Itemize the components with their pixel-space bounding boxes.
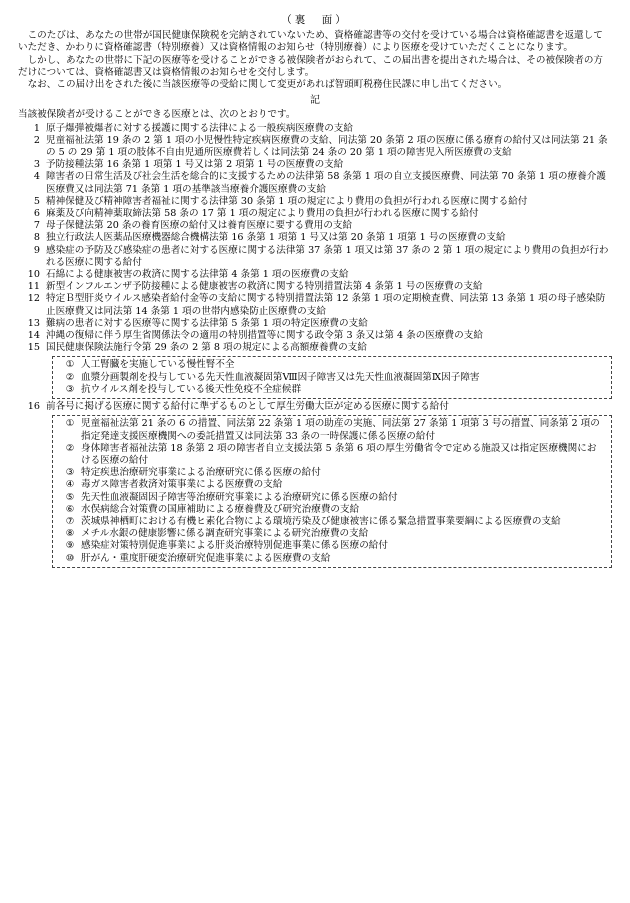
sub-item [59, 516, 605, 528]
item-text: 麻薬及び向精神薬取締法第 58 条の 17 第 1 項の規定により費用の負担が行われる医療に関する給付 [46, 208, 479, 220]
document-page [18, 0, 612, 880]
item-16-subbox [52, 415, 612, 567]
list-item-16 [18, 401, 612, 413]
sub-item-text: 人工腎臓を実施している慢性腎不全 [81, 359, 235, 371]
sub-item [59, 492, 605, 504]
sub-item [59, 443, 605, 467]
item-number: 16 [27, 401, 40, 413]
sub-item-text: 毒ガス障害者救済対策事業による医療費の支給 [81, 479, 283, 491]
item-text: 前各号に掲げる医療に関する給付に準ずるものとして厚生労働大臣が定める医療に関する給付 [46, 401, 449, 413]
list-item [18, 293, 612, 317]
sub-item [59, 467, 605, 479]
item-number: 5 [33, 195, 40, 207]
ki-heading: 記 [310, 95, 320, 107]
item-number: 10 [27, 269, 40, 281]
list-item [18, 123, 612, 135]
sub-item-marker: ⑩ [65, 552, 75, 564]
item-number: 13 [27, 317, 40, 329]
sub-item [59, 479, 605, 491]
list-item [18, 196, 612, 208]
sub-item [59, 418, 605, 442]
notice-paragraph: なお、この届け出をされた後に当該医療等の受給に関して変更があれば智頭町税務住民課に申し出てください。 [27, 79, 508, 91]
list-item [18, 269, 612, 281]
sub-item-marker: ② [65, 371, 75, 383]
item-text: 児童福祉法第 19 条の 2 第 1 項の小児慢性特定疾病医療費の支給、同法第 20 条第 2 項の医療に係る療育の給付又は同法第 21 条の 5 の 29 第 1 項の肢体不自由児通所医療費若しくは同法第 24 条の 20 第 1 項の障害児入所医療費の支給 [46, 134, 608, 159]
item-text: 難病の患者に対する医療等に関する法律第 5 条第 1 項の特定医療費の支給 [46, 317, 368, 329]
list-item [18, 281, 612, 293]
list-item [18, 135, 612, 159]
sub-item-text: 身体障害者福祉法第 18 条第 2 項の障害者自立支援法第 5 条第 6 項の厚生労働省令で定める施設又は指定医療機関における医療の給付 [81, 442, 597, 466]
item-number: 6 [33, 208, 40, 220]
sub-item-text: 茨城県神栖町における有機ヒ素化合物による環境汚染及び健康被害に係る緊急措置事業要綱による医療費の支給 [81, 515, 561, 527]
item-text: 国民健康保険法施行令第 29 条の 2 第 8 項の規定による高額療養費の支給 [46, 342, 367, 354]
sub-item-text: 血漿分画製剤を投与している先天性血液凝固第Ⅷ因子障害又は先天性血液凝固第Ⅸ因子障害 [81, 371, 480, 383]
sub-item [59, 504, 605, 516]
item-text: 障害者の日常生活及び社会生活を総合的に支援するための法律第 58 条第 1 項の自立支援医療費、同法第 70 条第 1 項の療養介護医療費又は同法第 71 条第 1 項の基準該当療養介護医療費の支給 [46, 171, 606, 195]
item-text: 特定Ｂ型肝炎ウイルス感染者給付金等の支給に関する特別措置法第 12 条第 1 項の定期検査費、同法第 13 条第 1 項の母子感染防止医療費又は同法第 14 条第 1 項の世帯内感染防止医療費の支給 [46, 293, 606, 317]
list-item [18, 342, 612, 354]
item-number: 9 [33, 244, 40, 256]
item-number: 7 [33, 220, 40, 232]
sub-item-text: メチル水銀の健康影響に係る調査研究事業による研究治療費の支給 [81, 528, 369, 540]
list-item [18, 318, 612, 330]
item-number: 14 [27, 330, 40, 342]
sub-item [59, 359, 605, 371]
item-number: 11 [27, 281, 40, 293]
sub-item [59, 553, 605, 565]
item-15-subbox [52, 356, 612, 399]
item-text: 沖縄の復帰に伴う厚生省関係法令の適用の特別措置等に関する政令第 3 条又は第 4 条の医療費の支給 [46, 330, 483, 342]
item-number: 3 [33, 159, 40, 171]
item-number: 12 [27, 293, 40, 305]
item-number: 8 [33, 232, 40, 244]
sub-item-text: 特定疾患治療研究事業による治療研究に係る医療の給付 [81, 467, 321, 479]
list-item [18, 171, 612, 195]
sub-item-text: 水俣病総合対策費の国庫補助による療養費及び研究治療費の支給 [81, 503, 360, 515]
item-text: 精神保健及び精神障害者福祉に関する法律第 30 条第 1 項の規定により費用の負担が行われる医療に関する給付 [46, 195, 528, 207]
sub-item-text: 肝がん・重度肝硬変治療研究促進事業による医療費の支給 [81, 552, 331, 564]
sub-item-marker: ② [65, 442, 75, 454]
item-text: 原子爆弾被爆者に対する援護に関する法律による一般疾病医療費の支給 [46, 122, 353, 134]
item-text: 予防接種法第 16 条第 1 項第 1 号又は第 2 項第 1 号の医療費の支給 [46, 159, 344, 171]
sub-item [59, 540, 605, 552]
sub-item-text: 児童福祉法第 21 条の 6 の措置、同法第 22 条第 1 項の助産の実施、同法第 27 条第 1 項第 3 号の措置、同条第 2 項の指定発達支援医療機関への委託措置又は同法第 33 条の一時保護に係る医療の給付 [81, 418, 600, 442]
sub-item-text: 感染症対策特別促進事業による肝炎治療特別促進事業に係る医療の給付 [81, 540, 388, 552]
list-item [18, 159, 612, 171]
notice-paragraphs [18, 30, 612, 91]
sub-item-marker: ① [65, 359, 75, 371]
sub-item [59, 528, 605, 540]
list-item [18, 232, 612, 244]
medical-care-list [18, 123, 612, 355]
sub-item-marker: ⑨ [65, 540, 75, 552]
sub-item-marker: ⑤ [65, 491, 75, 503]
item-text: 母子保健法第 20 条の養育医療の給付又は養育医療に要する費用の支給 [46, 220, 353, 232]
item-text: 新型インフルエンザ予防接種による健康被害の救済に関する特別措置法第 4 条第 1 号の医療費の支給 [46, 281, 483, 293]
list-item [18, 330, 612, 342]
sub-item-marker: ⑥ [65, 503, 75, 515]
item-number: 15 [27, 342, 40, 354]
item-text: 石綿による健康被害の救済に関する法律第 4 条第 1 項の医療費の支給 [46, 269, 349, 281]
intro-text: 当該被保険者が受けることができる医療とは、次のとおりです。 [18, 109, 296, 121]
page-heading: （裏 面） [281, 14, 349, 26]
sub-item-text: 抗ウイルス剤を投与している後天性免疫不全症候群 [81, 383, 302, 395]
item-text: 独立行政法人医薬品医療機器総合機構法第 16 条第 1 項第 1 号又は第 20 条第 1 項第 1 号の医療費の支給 [46, 232, 506, 244]
list-item [18, 208, 612, 220]
list-item [18, 245, 612, 269]
sub-item-marker: ④ [65, 479, 75, 491]
sub-item-marker: ⑦ [65, 515, 75, 527]
sub-item [59, 384, 605, 396]
item-number: 4 [33, 171, 40, 183]
sub-item-marker: ⑧ [65, 528, 75, 540]
list-item [18, 220, 612, 232]
item-number: 2 [33, 134, 40, 146]
sub-item-marker: ③ [65, 383, 75, 395]
sub-item-marker: ① [65, 418, 75, 430]
sub-item-text: 先天性血液凝固因子障害等治療研究事業による治療研究に係る医療の給付 [81, 491, 398, 503]
notice-paragraph: しかし、あなたの世帯に下記の医療等を受けることができる被保険者がおられて、この届出書を提出された場合は、その被保険者の方だけについては、資格確認書又は資格情報のお知らせを交付します。 [18, 54, 604, 78]
item-text: 感染症の予防及び感染症の患者に対する医療に関する法律第 37 条第 1 項又は第 37 条の 2 第 1 項の規定により費用の負担が行われる医療に関する給付 [46, 244, 609, 268]
sub-item-marker: ③ [65, 467, 75, 479]
sub-item [59, 372, 605, 384]
item-number: 1 [33, 122, 40, 134]
notice-paragraph: このたびは、あなたの世帯が国民健康保険税を完納されていないため、資格確認書等の交付を受けている場合は資格確認書を返還していただき、かわりに資格確認書（特別療養）又は資格情報のお知らせ（特別療養）により医療を受けていただくことになります。 [18, 30, 603, 54]
